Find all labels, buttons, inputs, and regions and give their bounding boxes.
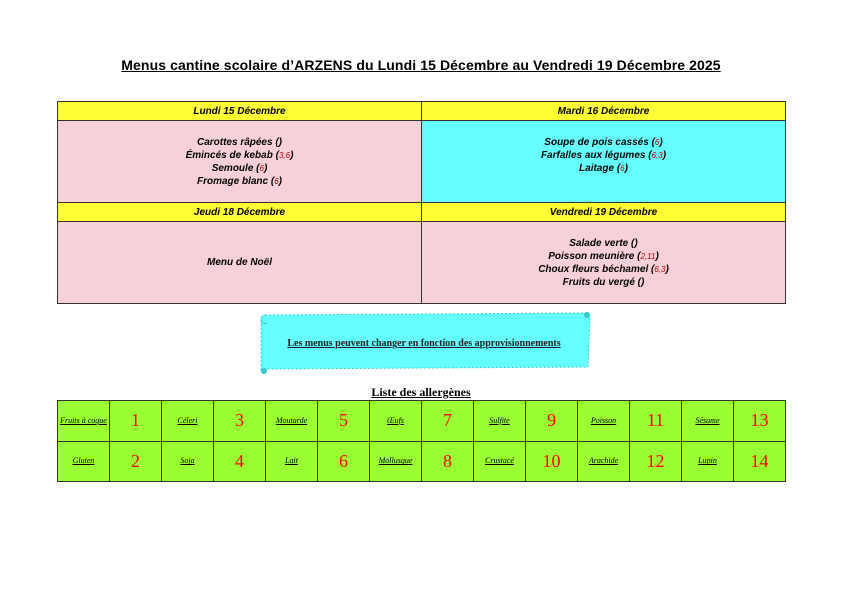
dish: Carottes râpées (): [196, 136, 283, 148]
allergen-number: 9: [526, 401, 578, 442]
dish: Émincés de kebab (3,6): [185, 149, 294, 161]
allergen-table: [57, 400, 786, 482]
notice-text: Les menus peuvent changer en fonction des approvisionnements: [287, 338, 561, 349]
dish: Choux fleurs béchamel (6,3): [538, 263, 669, 275]
allergen-name: Œufs: [370, 401, 422, 442]
dish-name: Salade verte: [569, 237, 629, 249]
dish-name: Laitage: [579, 162, 615, 174]
dish-name: Carottes râpées: [196, 136, 273, 148]
allergen-codes: 6,3: [651, 150, 663, 160]
allergen-codes: 6,3: [654, 264, 666, 274]
allergen-name: Poisson: [578, 401, 630, 442]
dish: Soupe de pois cassés (6): [544, 136, 663, 148]
allergen-name: Fruits à coque: [58, 401, 110, 442]
allergen-list-title: Liste des allergènes: [371, 385, 471, 399]
allergen-codes: 6: [620, 163, 625, 173]
allergen-codes: 6: [259, 163, 264, 173]
allergen-number: 13: [734, 401, 786, 442]
dish: Salade verte (): [569, 237, 638, 249]
page-title: Menus cantine scolaire d’ARZENS du Lundi 15 Décembre au Vendredi 19 Décembre 2025: [121, 57, 721, 73]
allergen-name: Lupin: [682, 441, 734, 482]
dish-name: Poisson meunière: [548, 250, 635, 262]
menu-cell-tuesday: [422, 121, 786, 203]
menu-cell-monday: [58, 121, 422, 203]
day-header-thursday: Jeudi 18 Décembre: [58, 203, 422, 222]
allergen-name: Gluten: [58, 441, 110, 482]
allergen-name: Soja: [162, 441, 214, 482]
allergen-number: 3: [214, 401, 266, 442]
allergen-number: 11: [630, 401, 682, 442]
allergen-number: 8: [422, 441, 474, 482]
allergen-number: 2: [110, 441, 162, 482]
allergen-number: 12: [630, 441, 682, 482]
allergen-number: 5: [318, 401, 370, 442]
allergen-number: 10: [526, 441, 578, 482]
allergen-name: Lait: [266, 441, 318, 482]
day-header-friday: Vendredi 19 Décembre: [422, 203, 786, 222]
allergen-name: Moutarde: [266, 401, 318, 442]
allergen-codes: 6: [274, 176, 279, 186]
dish: Poisson meunière (2,11): [548, 250, 659, 262]
dish-name: Choux fleurs béchamel: [538, 263, 649, 275]
allergen-name: Céleri: [162, 401, 214, 442]
dish: Fruits du vergé (): [562, 276, 645, 288]
allergen-number: 6: [318, 441, 370, 482]
dish-name: Fruits du vergé: [562, 276, 635, 288]
dish-name: Soupe de pois cassés: [544, 136, 649, 148]
dish-name: Émincés de kebab: [185, 149, 273, 161]
allergen-codes: 3,6: [278, 150, 291, 160]
dish: Laitage (6): [579, 162, 628, 174]
day-header-tuesday: Mardi 16 Décembre: [422, 102, 786, 121]
allergen-name: Arachide: [578, 441, 630, 482]
allergen-codes: 2,11: [640, 251, 656, 261]
dish: Semoule (6): [211, 162, 268, 174]
menu-cell-friday: [422, 222, 786, 304]
allergen-number: 4: [214, 441, 266, 482]
dish-name: Semoule: [211, 162, 254, 174]
weekly-menu-table: [57, 101, 786, 304]
allergen-name: Crustacé: [474, 441, 526, 482]
menu-cell-thursday: [58, 222, 422, 304]
dish: Fromage blanc (6): [196, 175, 283, 187]
allergen-name: Sésame: [682, 401, 734, 442]
day-header-monday: Lundi 15 Décembre: [58, 102, 422, 121]
dish-name: Farfalles aux légumes: [540, 149, 646, 161]
dish: Farfalles aux légumes (6,3): [540, 149, 667, 161]
allergen-name: Sulfite: [474, 401, 526, 442]
dish-name: Fromage blanc: [196, 175, 269, 187]
allergen-number: 14: [734, 441, 786, 482]
allergen-name: Mollusque: [370, 441, 422, 482]
allergen-number: 7: [422, 401, 474, 442]
allergen-codes: 6: [654, 137, 660, 147]
dish-name: Menu de Noël: [206, 257, 272, 268]
allergen-number: 1: [110, 401, 162, 442]
notice-scroll: [257, 311, 591, 375]
